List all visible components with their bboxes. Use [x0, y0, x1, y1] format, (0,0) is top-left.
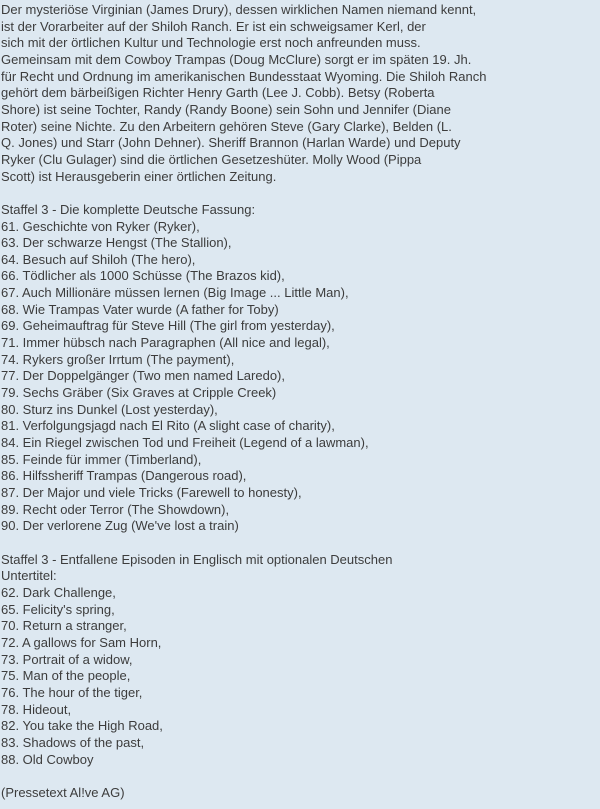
episode-item: 86. Hilfssheriff Trampas (Dangerous road),: [1, 468, 247, 484]
episode-item: 78. Hideout,: [1, 701, 72, 717]
episode-item: 82. You take the High Road,: [1, 718, 163, 734]
episode-item: 61. Geschichte von Ryker (Ryker),: [1, 218, 200, 234]
intro-paragraph: [1, 2, 561, 185]
paragraph-gap: [1, 535, 561, 552]
episode-item: 77. Der Doppelgänger (Two men named Laredo),: [1, 368, 285, 384]
episode-item: 85. Feinde für immer (Timberland),: [1, 451, 202, 467]
episode-item: 74. Rykers großer Irrtum (The payment),: [1, 351, 235, 367]
episode-item: 80. Sturz ins Dunkel (Lost yesterday),: [1, 401, 218, 417]
intro-line: Ryker (Clu Gulager) sind die örtlichen Gesetzeshüter. Molly Wood (Pippa: [1, 151, 422, 167]
episode-item: 65. Felicity's spring,: [1, 601, 115, 617]
season-german-section: [1, 202, 561, 535]
intro-line: ist der Vorarbeiter auf der Shiloh Ranch. Er ist ein schweigsamer Kerl, der: [1, 18, 426, 34]
season-english-heading: Staffel 3 - Entfallene Episoden in Englisch mit optionalen Deutschen: [1, 551, 393, 567]
intro-line: Shore) ist seine Tochter, Randy (Randy Boone) sein Sohn und Jennifer (Diane: [1, 101, 451, 117]
season-english-heading: Untertitel:: [1, 568, 57, 584]
episode-item: 68. Wie Trampas Vater wurde (A father for Toby): [1, 301, 279, 317]
episode-item: 64. Besuch auf Shiloh (The hero),: [1, 251, 196, 267]
episode-item: 62. Dark Challenge,: [1, 584, 116, 600]
intro-line: Roter) seine Nichte. Zu den Arbeitern gehören Steve (Gary Clarke), Belden (L.: [1, 118, 452, 134]
intro-line: gehört dem bärbeißigen Richter Henry Garth (Lee J. Cobb). Betsy (Roberta: [1, 85, 435, 101]
episode-item: 71. Immer hübsch nach Paragraphen (All nice and legal),: [1, 335, 330, 351]
intro-line: sich mit der örtlichen Kultur und Technologie erst noch anfreunden muss.: [1, 35, 421, 51]
episode-item: 73. Portrait of a widow,: [1, 651, 133, 667]
episode-item: 88. Old Cowboy: [1, 751, 94, 767]
intro-line: Scott) ist Herausgeberin einer örtlichen Zeitung.: [1, 168, 277, 184]
season-german-heading: Staffel 3 - Die komplette Deutsche Fassung:: [1, 201, 256, 217]
press-source-footer: (Pressetext Al!ve AG): [1, 784, 125, 800]
season-english-section: [1, 552, 561, 769]
episode-item: 67. Auch Millionäre müssen lernen (Big Image ... Little Man),: [1, 285, 349, 301]
episode-item: 89. Recht oder Terror (The Showdown),: [1, 501, 230, 517]
episode-item: 83. Shadows of the past,: [1, 734, 145, 750]
episode-item: 66. Tödlicher als 1000 Schüsse (The Brazos kid),: [1, 268, 285, 284]
episode-item: 70. Return a stranger,: [1, 618, 127, 634]
episode-item: 81. Verfolgungsjagd nach El Rito (A slight case of charity),: [1, 418, 335, 434]
episode-item: 79. Sechs Gräber (Six Graves at Cripple Creek): [1, 385, 277, 401]
episode-item: 63. Der schwarze Hengst (The Stallion),: [1, 235, 232, 251]
episode-item: 84. Ein Riegel zwischen Tod und Freiheit (Legend of a lawman),: [1, 435, 369, 451]
intro-line: Der mysteriöse Virginian (James Drury), dessen wirklichen Namen niemand kennt,: [1, 2, 477, 17]
episode-item: 69. Geheimauftrag für Steve Hill (The girl from yesterday),: [1, 318, 335, 334]
episode-item: 75. Man of the people,: [1, 668, 131, 684]
episode-item: 76. The hour of the tiger,: [1, 684, 143, 700]
paragraph-gap: [1, 768, 561, 785]
intro-line: für Recht und Ordnung im amerikanischen Bundesstaat Wyoming. Die Shiloh Ranch: [1, 68, 487, 84]
episode-item: 72. A gallows for Sam Horn,: [1, 634, 162, 650]
paragraph-gap: [1, 185, 561, 202]
intro-line: Q. Jones) und Starr (John Dehner). Sheriff Brannon (Harlan Warde) und Deputy: [1, 135, 461, 151]
intro-line: Gemeinsam mit dem Cowboy Trampas (Doug McClure) sorgt er im späten 19. Jh.: [1, 51, 472, 67]
episode-item: 87. Der Major und viele Tricks (Farewell to honesty),: [1, 485, 302, 501]
episode-item: 90. Der verlorene Zug (We've lost a train): [1, 518, 239, 534]
